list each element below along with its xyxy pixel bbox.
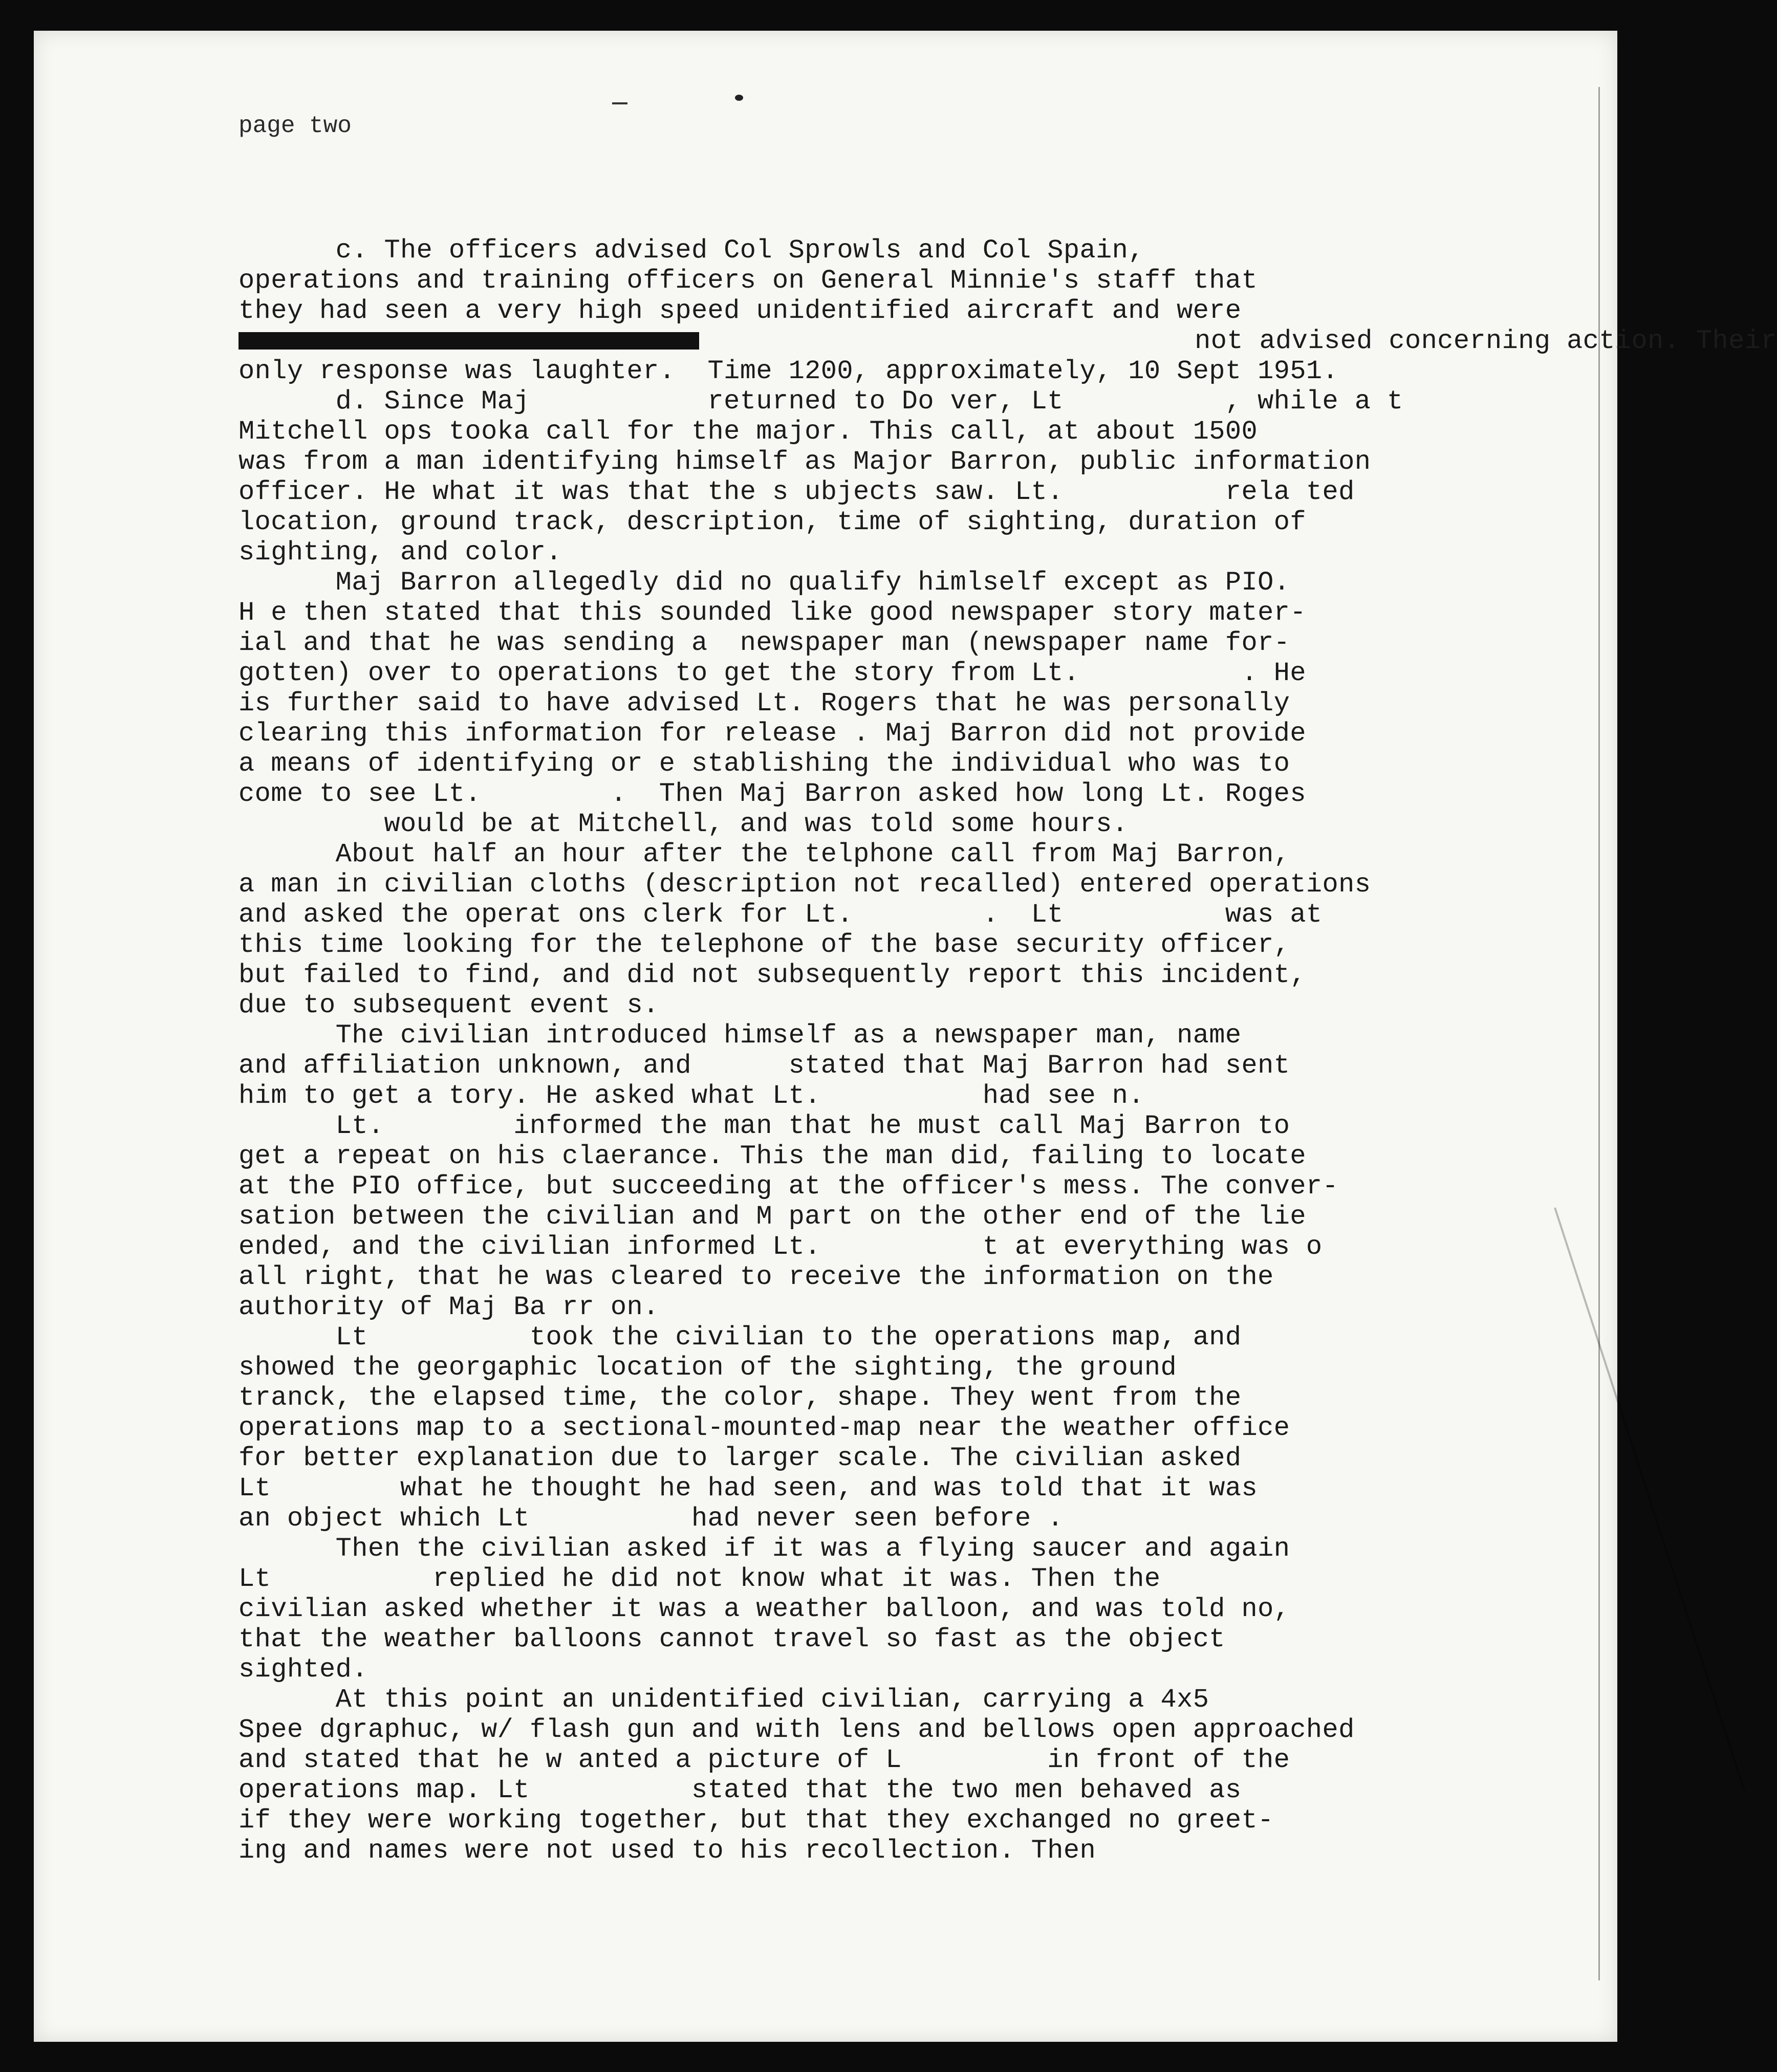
text-line: Lt. informed the man that he must call Maj Barron to: [239, 1111, 1290, 1141]
text-line: authority of Maj Ba rr on.: [239, 1292, 659, 1322]
text-line: gotten) over to operations to get the story from Lt. . He: [239, 658, 1306, 688]
text-line: clearing this information for release . Maj Barron did not provide: [239, 718, 1306, 749]
text-line: for better explanation due to larger scale. The civilian asked: [239, 1443, 1242, 1473]
text-line: but failed to find, and did not subsequently report this incident,: [239, 960, 1306, 990]
text-line: d. Since Maj returned to Do ver, Lt , while a t: [239, 386, 1403, 417]
text-line: About half an hour after the telphone call from Maj Barron,: [239, 839, 1290, 869]
text-line: that the weather balloons cannot travel so fast as the object: [239, 1624, 1225, 1654]
stray-dot: [735, 95, 743, 101]
text-line: ing and names were not used to his recollection. Then: [239, 1836, 1096, 1866]
text-line: operations map to a sectional-mounted-map near the weather office: [239, 1413, 1290, 1443]
text-line: sighting, and color.: [239, 537, 562, 568]
text-line: and asked the operat ons clerk for Lt. . Lt was at: [239, 900, 1323, 930]
document-body: [239, 235, 1777, 1866]
text-line: only response was laughter. Time 1200, approximately, 10 Sept 1951.: [239, 356, 1339, 386]
text-line: come to see Lt. . Then Maj Barron asked how long Lt. Roges: [239, 779, 1306, 809]
text-line: Mitchell ops tooka call for the major. This call, at about 1500: [239, 417, 1258, 447]
text-line: sation between the civilian and M part on the other end of the lie: [239, 1202, 1306, 1232]
text-line: Lt replied he did not know what it was. Then the: [239, 1564, 1161, 1594]
text-line: they had seen a very high speed unidentified aircraft and were: [239, 296, 1242, 326]
text-line: Then the civilian asked if it was a flying saucer and again: [239, 1534, 1290, 1564]
text-line: due to subsequent event s.: [239, 990, 659, 1020]
text-line: Maj Barron allegedly did no qualify himlself except as PIO.: [239, 568, 1290, 598]
text-line: operations map. Lt stated that the two men behaved as: [239, 1775, 1242, 1805]
text-line: if they were working together, but that they exchanged no greet-: [239, 1805, 1274, 1836]
text-line: [239, 326, 1777, 356]
text-line: and stated that he w anted a picture of L in front of the: [239, 1745, 1290, 1775]
text-line: Lt what he thought he had seen, and was told that it was: [239, 1473, 1258, 1503]
text-line: tranck, the elapsed time, the color, shape. They went from the: [239, 1383, 1242, 1413]
text-line: officer. He what it was that the s ubjects saw. Lt. rela ted: [239, 477, 1355, 507]
text-line: operations and training officers on General Minnie's staff that: [239, 266, 1258, 296]
text-line: a means of identifying or e stablishing the individual who was to: [239, 749, 1290, 779]
text-line: this time looking for the telephone of the base security officer,: [239, 930, 1290, 960]
document-page: [34, 31, 1777, 2042]
text-line: him to get a tory. He asked what Lt. had see n.: [239, 1081, 1144, 1111]
stray-mark: [612, 102, 627, 104]
text-line: At this point an unidentified civilian, carrying a 4x5: [239, 1685, 1209, 1715]
text-line: location, ground track, description, time of sighting, duration of: [239, 507, 1306, 537]
text-line-fragment: not advised concerning action. Their: [709, 326, 1777, 356]
text-line: civilian asked whether it was a weather balloon, and was told no,: [239, 1594, 1290, 1624]
text-line: at the PIO office, but succeeding at the officer's mess. The conver-: [239, 1171, 1339, 1202]
text-line: an object which Lt had never seen before .: [239, 1503, 1064, 1534]
text-line: showed the georgaphic location of the sighting, the ground: [239, 1353, 1177, 1383]
text-line: c. The officers advised Col Sprowls and Col Spain,: [239, 235, 1144, 266]
text-line: would be at Mitchell, and was told some hours.: [239, 809, 1129, 839]
page-header: page two: [239, 113, 352, 139]
text-line: a man in civilian cloths (description not recalled) entered operations: [239, 869, 1371, 900]
text-line: Spee dgraphuc, w/ flash gun and with lens and bellows open approached: [239, 1715, 1355, 1745]
text-line: The civilian introduced himself as a newspaper man, name: [239, 1020, 1242, 1051]
text-line: all right, that he was cleared to receive the information on the: [239, 1262, 1274, 1292]
text-line: H e then stated that this sounded like good newspaper story mater-: [239, 598, 1306, 628]
text-line: was from a man identifying himself as Major Barron, public information: [239, 447, 1371, 477]
text-line: ial and that he was sending a newspaper man (newspaper name for-: [239, 628, 1290, 658]
text-line: sighted.: [239, 1654, 368, 1685]
crossed-out-text: [239, 332, 699, 350]
text-line: ended, and the civilian informed Lt. t at everything was o: [239, 1232, 1323, 1262]
text-line: and affiliation unknown, and stated that Maj Barron had sent: [239, 1051, 1290, 1081]
text-line: is further said to have advised Lt. Rogers that he was personally: [239, 688, 1290, 718]
text-line: get a repeat on his claerance. This the man did, failing to locate: [239, 1141, 1306, 1171]
text-line: Lt took the civilian to the operations map, and: [239, 1322, 1242, 1353]
